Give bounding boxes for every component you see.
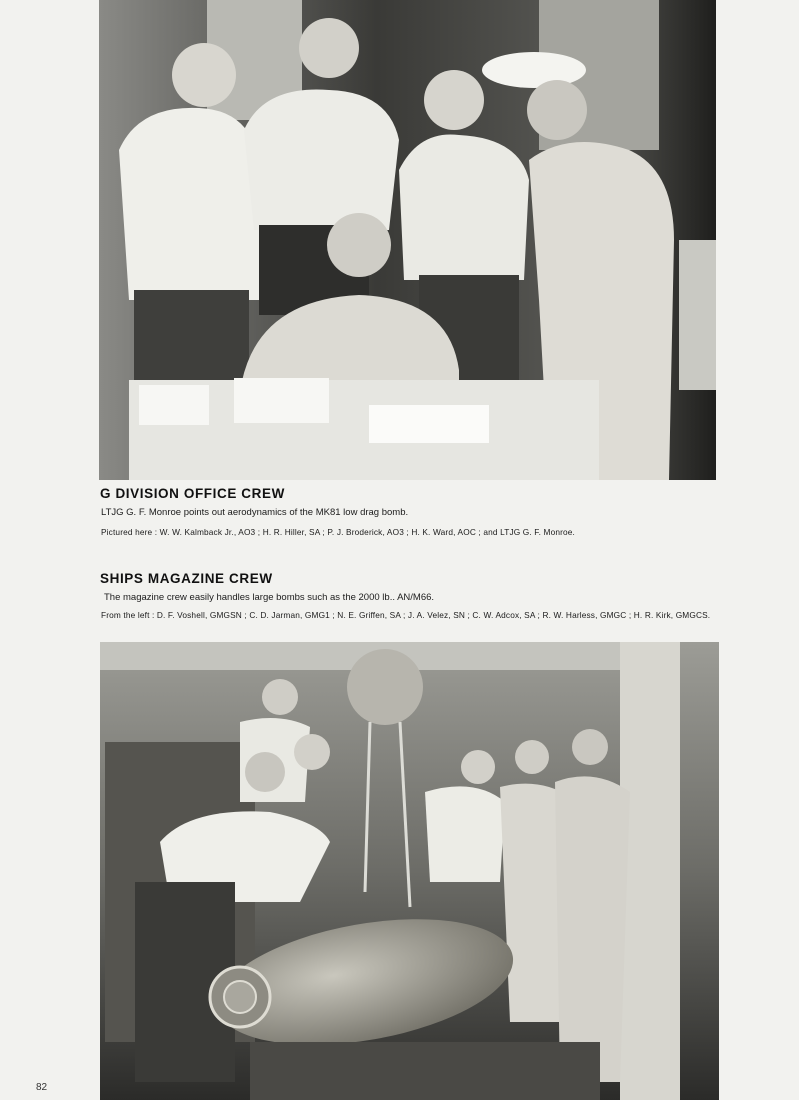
magazine-crew-caption: The magazine crew easily handles large bombs such as the 2000 lb.. AN/M66. (104, 592, 435, 603)
magazine-crew-photo (100, 642, 719, 1100)
office-crew-photo (99, 0, 716, 480)
office-crew-heading: G DIVISION OFFICE CREW (100, 486, 285, 501)
page-number: 82 (36, 1082, 48, 1093)
magazine-crew-photo-illustration (100, 642, 719, 1100)
office-crew-caption: LTJG G. F. Monroe points out aerodynamics of the MK81 low drag bomb. (101, 507, 409, 518)
office-crew-photo-illustration (99, 0, 716, 480)
office-crew-credits: Pictured here : W. W. Kalmback Jr., AO3 ; H. R. Hiller, SA ; P. J. Broderick, AO3 ; H. K. Ward, AOC ; and LTJG G. F. Monroe. (101, 527, 576, 537)
magazine-crew-credits: From the left : D. F. Voshell, GMGSN ; C. D. Jarman, GMG1 ; N. E. Griffen, SA ; J. A. Velez, SN ; C. W. Adcox, SA ; R. W. Harless, GMGC ; H. R. Kirk, GMGCS. (101, 610, 711, 620)
magazine-crew-heading: SHIPS MAGAZINE CREW (100, 571, 273, 586)
